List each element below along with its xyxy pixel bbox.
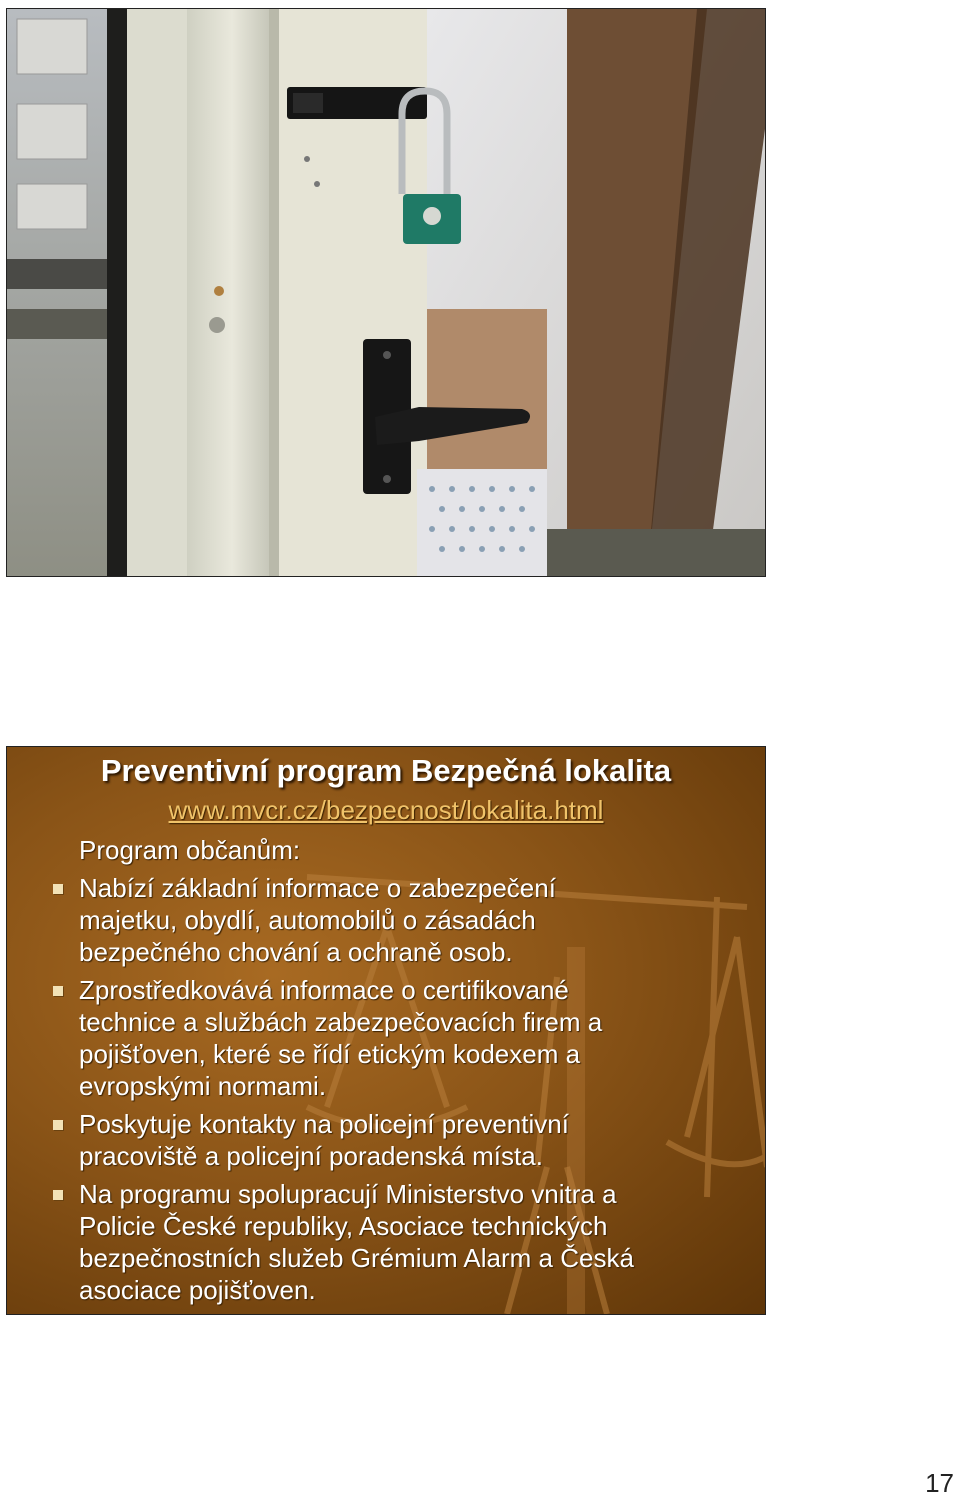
intro-text: Program občanům: xyxy=(79,835,301,865)
list-item-line: Zprostředkovává informace o certifikované xyxy=(79,975,569,1005)
square-bullet-icon xyxy=(53,884,63,894)
list-item-line: majetku, obydlí, automobilů o zásadách xyxy=(79,905,536,935)
list-item-line: pojišťoven, které se řídí etickým kodexem a xyxy=(79,1039,581,1069)
photo-illustration xyxy=(7,9,765,576)
list-item-line: Nabízí základní informace o zabezpečení xyxy=(79,873,556,903)
list-item-line: Poskytuje kontakty na policejní preventivní xyxy=(79,1109,569,1139)
list-item-line: Policie České republiky, Asociace technických xyxy=(79,1211,608,1241)
square-bullet-icon xyxy=(53,1190,63,1200)
list-item-line: bezpečného chování a ochraně osob. xyxy=(79,937,513,967)
list-item-line: asociace pojišťoven. xyxy=(79,1275,316,1305)
list-item xyxy=(47,1108,747,1172)
list-item-line: technice a službách zabezpečovacích firem a xyxy=(79,1007,603,1037)
program-link[interactable]: www.mvcr.cz/bezpecnost/lokalita.html xyxy=(168,795,604,825)
slide-title: Preventivní program Bezpečná lokalita xyxy=(100,753,672,788)
list-item-line: pracoviště a policejní poradenská místa. xyxy=(79,1141,543,1171)
list-item xyxy=(47,872,747,968)
list-item-line: Na programu spolupracují Ministerstvo vnitra a xyxy=(79,1179,617,1209)
list-item xyxy=(47,974,747,1102)
bullet-list xyxy=(47,872,747,1312)
door-lock-photo xyxy=(6,8,766,577)
list-item xyxy=(47,1178,747,1306)
list-item-line: bezpečnostních služeb Grémium Alarm a Česká xyxy=(79,1243,634,1273)
square-bullet-icon xyxy=(53,986,63,996)
page-number: 17 xyxy=(925,1468,954,1498)
info-slide xyxy=(6,746,766,1315)
square-bullet-icon xyxy=(53,1120,63,1130)
list-item-line: evropskými normami. xyxy=(79,1071,327,1101)
